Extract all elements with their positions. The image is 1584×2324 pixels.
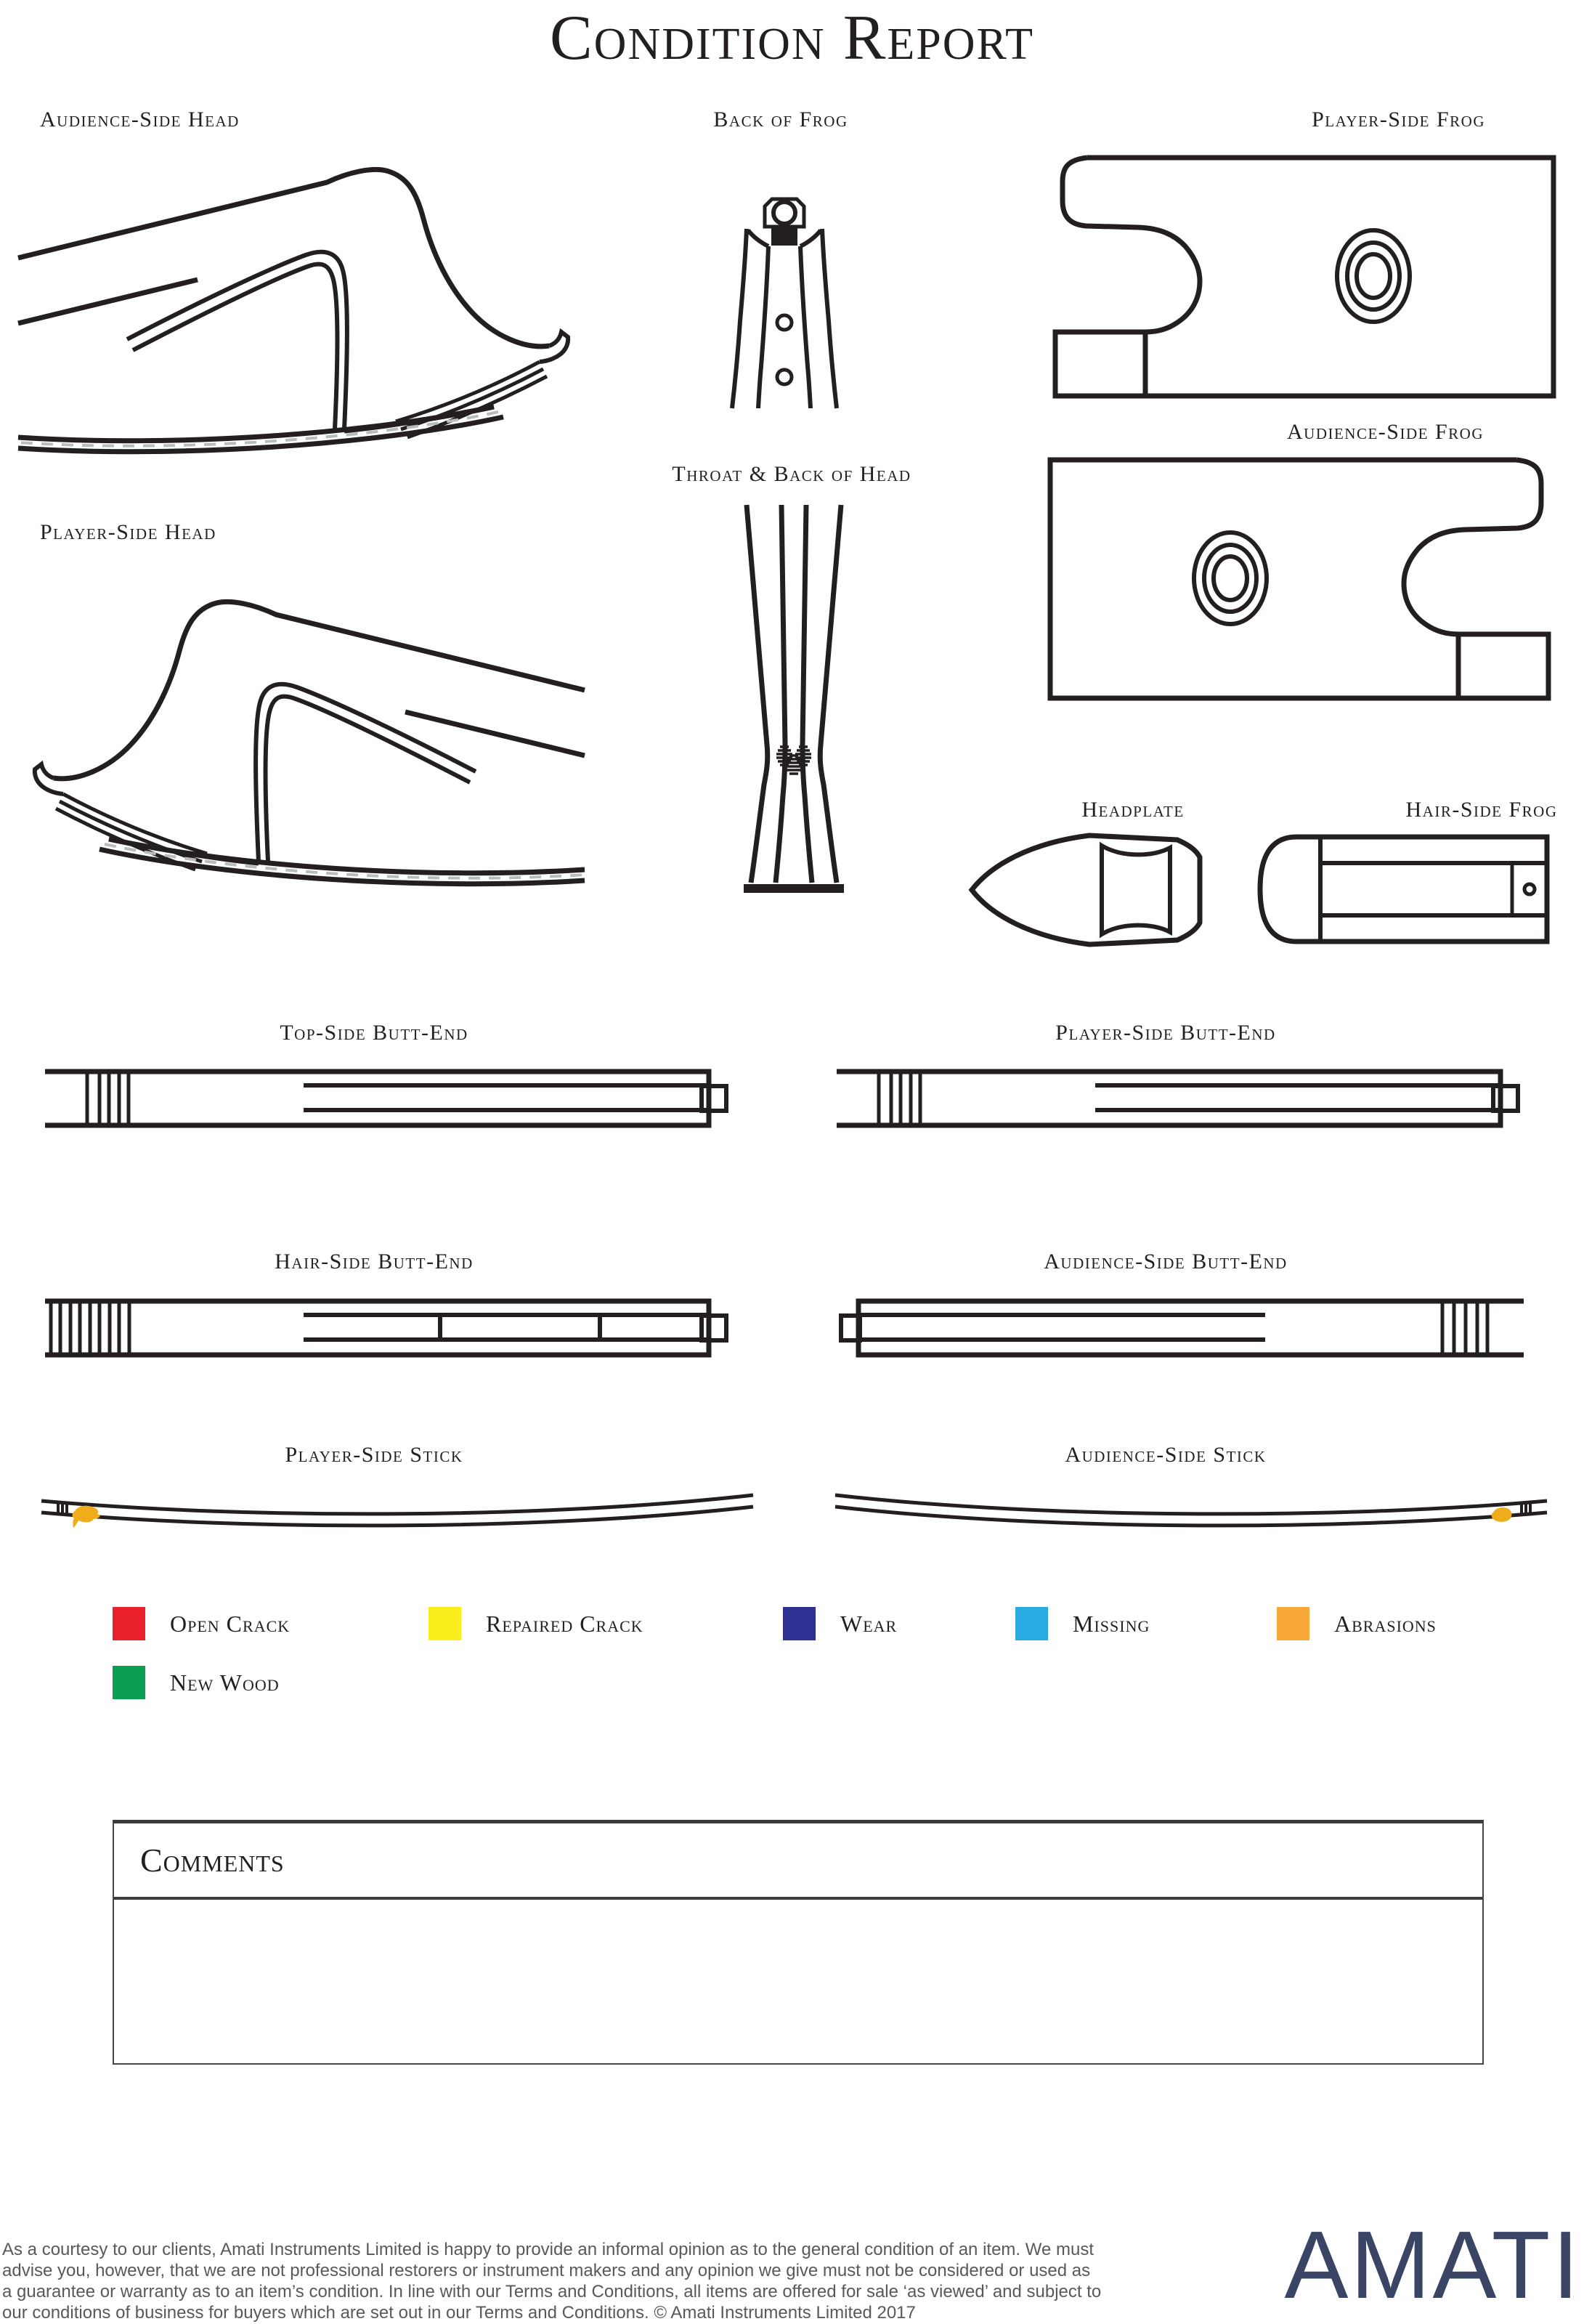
- throat-back-of-head-diagram: [739, 505, 848, 912]
- frog-eye: [1337, 230, 1410, 322]
- label-audience-side-butt-end: Audience-Side Butt-End: [1044, 1250, 1288, 1274]
- legend-label: Abrasions: [1334, 1610, 1437, 1637]
- condition-mark: [72, 1506, 99, 1528]
- label-headplate: Headplate: [1081, 798, 1185, 822]
- tip-hatch: [58, 1502, 67, 1515]
- player-side-stick-diagram: [40, 1491, 755, 1531]
- label-hair-side-frog: Hair-Side Frog: [1405, 798, 1558, 822]
- legend-item-wear: [783, 1607, 897, 1640]
- lapping-hatch: [87, 1072, 129, 1125]
- hair-side-frog-line-art: [1260, 837, 1547, 942]
- comments-label: Comments: [140, 1842, 285, 1879]
- label-audience-side-head: Audience-Side Head: [40, 108, 240, 131]
- label-player-side-stick: Player-Side Stick: [285, 1443, 463, 1467]
- label-hair-side-butt-end: Hair-Side Butt-End: [275, 1250, 474, 1274]
- repaired-crack-swatch: [429, 1607, 461, 1640]
- page-title: Condition Report: [549, 3, 1035, 73]
- top-side-butt-end-diagram: [44, 1062, 734, 1135]
- legend-label: Wear: [840, 1610, 898, 1637]
- butt-end-line-art: [841, 1301, 1524, 1355]
- bow-head-line-art: [35, 602, 585, 883]
- comments-box: [113, 1820, 1484, 2065]
- legend-item-repaired-crack: [429, 1607, 643, 1640]
- player-side-frog-diagram: [1049, 154, 1558, 401]
- player-side-butt-end-diagram: [835, 1062, 1525, 1135]
- adjuster-button: [773, 202, 795, 224]
- legend-label: New Wood: [170, 1669, 280, 1696]
- legend-label: Open Crack: [170, 1610, 291, 1637]
- label-throat-back-of-head: Throat & Back of Head: [672, 462, 911, 486]
- label-player-side-head: Player-Side Head: [40, 520, 216, 544]
- repair-stitch-marks: [776, 747, 811, 774]
- label-player-side-frog: Player-Side Frog: [1312, 108, 1485, 131]
- lapping-hatch: [1442, 1301, 1487, 1355]
- player-side-head-diagram: [18, 581, 585, 894]
- screw-eye: [1524, 884, 1535, 894]
- label-player-side-butt-end: Player-Side Butt-End: [1055, 1021, 1276, 1045]
- audience-side-frog-diagram: [1046, 456, 1554, 703]
- audience-side-stick-diagram: [834, 1491, 1549, 1531]
- headplate-line-art: [972, 835, 1200, 944]
- disclaimer-text: [2, 2239, 1237, 2323]
- disclaimer-line: our conditions of business for buyers which are set out in our Terms and Conditions. © Amati Instruments Limited 2017: [2, 2303, 916, 2323]
- butt-end-line-art: [45, 1072, 726, 1125]
- label-back-of-frog: Back of Frog: [713, 108, 848, 131]
- disclaimer-line: As a courtesy to our clients, Amati Instruments Limited is happy to provide an informal opinion as to the general condition of an item. We must: [2, 2240, 1094, 2259]
- label-audience-side-stick: Audience-Side Stick: [1065, 1443, 1267, 1467]
- audience-side-butt-end-diagram: [835, 1292, 1525, 1364]
- abrasions-swatch: [1277, 1607, 1309, 1640]
- throat-line-art: [744, 505, 844, 888]
- button-cap: [702, 1086, 726, 1111]
- legend-item-abrasions: [1277, 1607, 1437, 1640]
- frog-side-line-art: [1050, 460, 1548, 698]
- wear-swatch: [783, 1607, 816, 1640]
- amati-logo: AMATI: [1284, 2211, 1581, 2318]
- stick-line-art: [41, 1495, 753, 1528]
- hair-side-butt-end-diagram: [44, 1292, 734, 1364]
- missing-swatch: [1015, 1607, 1048, 1640]
- disclaimer-line: advise you, however, that we are not professional restorers or instrument makers and any opinion we give must not be considered or used as: [2, 2261, 1091, 2280]
- comments-header: [114, 1823, 1482, 1900]
- label-audience-side-frog: Audience-Side Frog: [1286, 420, 1484, 444]
- legend-item-open-crack: [113, 1607, 290, 1640]
- label-top-side-butt-end: Top-Side Butt-End: [280, 1021, 468, 1045]
- legend-label: Missing: [1073, 1610, 1150, 1637]
- new-wood-swatch: [113, 1666, 145, 1699]
- open-crack-swatch: [113, 1607, 145, 1640]
- disclaimer-line: a guarantee or warranty as to an item’s condition. In line with our Terms and Conditions, all items are offered for sale ‘as viewed’ and subject to: [2, 2282, 1102, 2301]
- frog-back-line-art: [732, 199, 837, 408]
- condition-mark: [1492, 1507, 1512, 1522]
- hair-side-frog-diagram: [1256, 834, 1551, 944]
- audience-side-head-diagram: [18, 149, 585, 461]
- headplate-diagram: [970, 828, 1209, 952]
- back-of-frog-diagram: [730, 198, 839, 408]
- legend-item-missing: [1015, 1607, 1150, 1640]
- lapping-hatch: [879, 1072, 920, 1125]
- lapping-hatch: [51, 1301, 129, 1355]
- butt-end-line-art: [45, 1301, 726, 1355]
- butt-end-line-art: [837, 1072, 1518, 1125]
- bow-head-line-art: [18, 169, 568, 451]
- frog-side-line-art: [1055, 158, 1553, 396]
- legend-label: Repaired Crack: [486, 1610, 643, 1637]
- button-cap: [702, 1316, 726, 1340]
- tip-hatch: [1522, 1501, 1530, 1514]
- frog-eye: [1194, 533, 1267, 624]
- stick-line-art: [835, 1495, 1547, 1526]
- comments-input-area[interactable]: [114, 1900, 1482, 2058]
- button-cap: [1493, 1086, 1518, 1111]
- legend-item-new-wood: [113, 1666, 280, 1699]
